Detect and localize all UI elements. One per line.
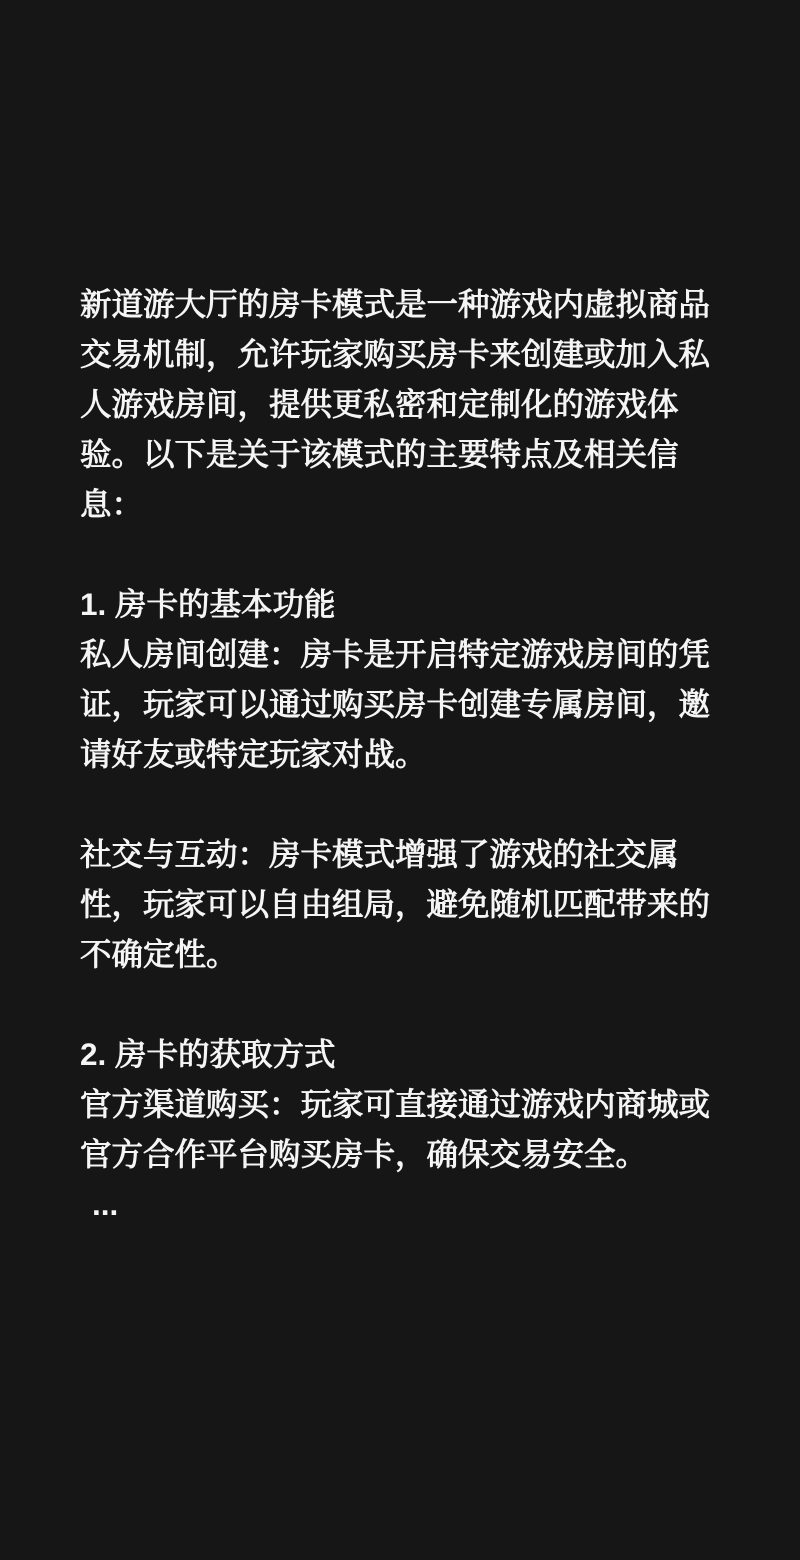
truncation-ellipsis: ... [92,1186,119,1222]
section-1-paragraph-private-room: 私人房间创建：房卡是开启特定游戏房间的凭证，玩家可以通过购买房卡创建专属房间，邀请好友或特定玩家对战。 [80,636,711,772]
section-1-paragraph-social: 社交与互动：房卡模式增强了游戏的社交属性，玩家可以自由组局，避免随机匹配带来的不确定性。 [80,836,711,972]
section-2-heading: 2. 房卡的获取方式 [80,1036,336,1072]
section-2-paragraph-official-channel: 官方渠道购买：玩家可直接通过游戏内商城或官方合作平台购买房卡，确保交易安全。 [80,1086,711,1172]
section-basic-functions [80,579,725,979]
section-acquisition [80,1029,725,1229]
intro-paragraph: 新道游大厅的房卡模式是一种游戏内虚拟商品交易机制，允许玩家购买房卡来创建或加入私人游戏房间，提供更私密和定制化的游戏体验。以下是关于该模式的主要特点及相关信息： [80,286,711,522]
section-1-heading: 1. 房卡的基本功能 [80,586,336,622]
